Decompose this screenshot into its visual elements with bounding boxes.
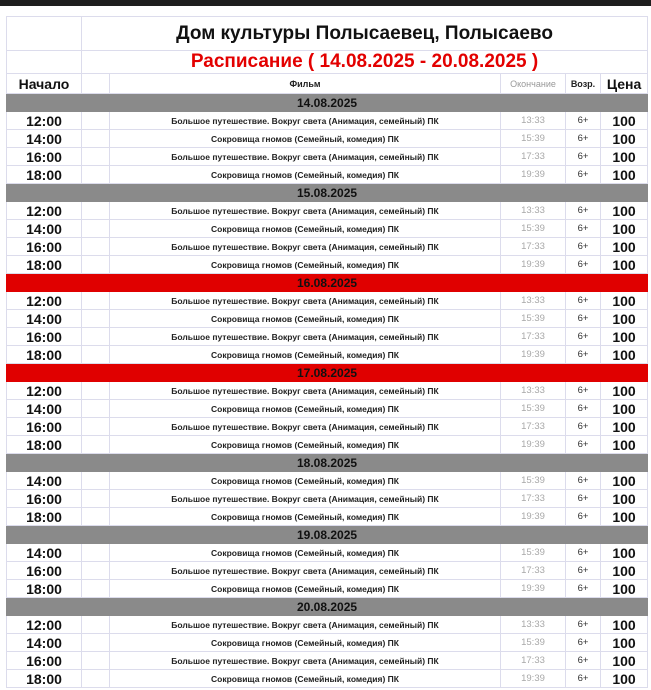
session-age: 6+	[566, 616, 601, 634]
session-start: 16:00	[7, 562, 82, 580]
session-start: 16:00	[7, 328, 82, 346]
session-price: 100	[601, 580, 648, 598]
session-age: 6+	[566, 544, 601, 562]
session-start: 14:00	[7, 220, 82, 238]
session-end: 17:33	[501, 652, 566, 670]
session-age: 6+	[566, 112, 601, 130]
session-row	[7, 418, 648, 436]
session-film: Сокровища гномов (Семейный, комедия) ПК	[110, 166, 501, 184]
title-left-cell	[7, 17, 82, 51]
session-end: 15:39	[501, 544, 566, 562]
schedule-table	[6, 16, 648, 688]
session-price: 100	[601, 112, 648, 130]
session-price: 100	[601, 220, 648, 238]
page-title: Дом культуры Полысаевец, Полысаево	[82, 17, 648, 51]
column-header-price: Цена	[601, 74, 648, 94]
session-age: 6+	[566, 670, 601, 688]
date-row	[7, 274, 648, 292]
session-start: 14:00	[7, 400, 82, 418]
session-row	[7, 580, 648, 598]
session-age: 6+	[566, 418, 601, 436]
session-end: 17:33	[501, 148, 566, 166]
session-end: 13:33	[501, 382, 566, 400]
session-row	[7, 652, 648, 670]
session-film: Большое путешествие. Вокруг света (Анимация, семейный) ПК	[110, 490, 501, 508]
session-price: 100	[601, 436, 648, 454]
session-row	[7, 220, 648, 238]
session-blank	[82, 652, 110, 670]
session-price: 100	[601, 544, 648, 562]
date-row	[7, 364, 648, 382]
session-blank	[82, 580, 110, 598]
session-blank	[82, 490, 110, 508]
session-age: 6+	[566, 400, 601, 418]
session-start: 18:00	[7, 436, 82, 454]
session-film: Большое путешествие. Вокруг света (Анимация, семейный) ПК	[110, 652, 501, 670]
session-start: 14:00	[7, 634, 82, 652]
date-header: 17.08.2025	[7, 364, 648, 382]
session-price: 100	[601, 562, 648, 580]
session-start: 14:00	[7, 130, 82, 148]
session-age: 6+	[566, 382, 601, 400]
session-price: 100	[601, 508, 648, 526]
date-row	[7, 598, 648, 616]
session-start: 16:00	[7, 418, 82, 436]
session-row	[7, 310, 648, 328]
session-end: 19:39	[501, 256, 566, 274]
session-age: 6+	[566, 328, 601, 346]
session-blank	[82, 616, 110, 634]
session-blank	[82, 130, 110, 148]
session-price: 100	[601, 346, 648, 364]
session-blank	[82, 508, 110, 526]
session-price: 100	[601, 238, 648, 256]
session-row	[7, 292, 648, 310]
schedule-period: Расписание ( 14.08.2025 - 20.08.2025 )	[82, 51, 648, 74]
session-film: Сокровища гномов (Семейный, комедия) ПК	[110, 256, 501, 274]
session-film: Большое путешествие. Вокруг света (Анимация, семейный) ПК	[110, 202, 501, 220]
session-row	[7, 472, 648, 490]
session-start: 14:00	[7, 472, 82, 490]
session-price: 100	[601, 202, 648, 220]
session-age: 6+	[566, 634, 601, 652]
session-end: 17:33	[501, 238, 566, 256]
session-age: 6+	[566, 310, 601, 328]
date-header: 16.08.2025	[7, 274, 648, 292]
session-end: 15:39	[501, 130, 566, 148]
session-start: 18:00	[7, 346, 82, 364]
session-start: 16:00	[7, 148, 82, 166]
session-price: 100	[601, 472, 648, 490]
column-header-blank	[82, 74, 110, 94]
session-end: 13:33	[501, 112, 566, 130]
session-price: 100	[601, 670, 648, 688]
session-end: 15:39	[501, 310, 566, 328]
session-film: Сокровища гномов (Семейный, комедия) ПК	[110, 472, 501, 490]
date-header: 15.08.2025	[7, 184, 648, 202]
session-end: 19:39	[501, 346, 566, 364]
session-row	[7, 670, 648, 688]
session-age: 6+	[566, 508, 601, 526]
session-row	[7, 400, 648, 418]
session-price: 100	[601, 634, 648, 652]
session-end: 19:39	[501, 670, 566, 688]
session-film: Сокровища гномов (Семейный, комедия) ПК	[110, 580, 501, 598]
session-age: 6+	[566, 436, 601, 454]
session-blank	[82, 544, 110, 562]
session-age: 6+	[566, 202, 601, 220]
session-film: Сокровища гномов (Семейный, комедия) ПК	[110, 220, 501, 238]
session-row	[7, 112, 648, 130]
session-blank	[82, 472, 110, 490]
session-age: 6+	[566, 166, 601, 184]
session-age: 6+	[566, 238, 601, 256]
session-end: 19:39	[501, 166, 566, 184]
session-age: 6+	[566, 256, 601, 274]
session-row	[7, 130, 648, 148]
session-row	[7, 328, 648, 346]
session-end: 17:33	[501, 328, 566, 346]
session-blank	[82, 238, 110, 256]
session-price: 100	[601, 148, 648, 166]
session-film: Сокровища гномов (Семейный, комедия) ПК	[110, 346, 501, 364]
session-age: 6+	[566, 652, 601, 670]
session-blank	[82, 202, 110, 220]
session-end: 13:33	[501, 616, 566, 634]
session-age: 6+	[566, 562, 601, 580]
session-film: Сокровища гномов (Семейный, комедия) ПК	[110, 508, 501, 526]
session-film: Большое путешествие. Вокруг света (Анимация, семейный) ПК	[110, 418, 501, 436]
session-age: 6+	[566, 580, 601, 598]
session-blank	[82, 220, 110, 238]
session-film: Большое путешествие. Вокруг света (Анимация, семейный) ПК	[110, 562, 501, 580]
session-film: Сокровища гномов (Семейный, комедия) ПК	[110, 400, 501, 418]
session-price: 100	[601, 256, 648, 274]
session-film: Сокровища гномов (Семейный, комедия) ПК	[110, 544, 501, 562]
session-age: 6+	[566, 346, 601, 364]
session-age: 6+	[566, 490, 601, 508]
subtitle-row	[7, 51, 648, 74]
session-end: 15:39	[501, 400, 566, 418]
session-start: 12:00	[7, 202, 82, 220]
session-start: 14:00	[7, 544, 82, 562]
session-start: 12:00	[7, 112, 82, 130]
session-row	[7, 634, 648, 652]
session-blank	[82, 562, 110, 580]
column-header-age: Возр.	[566, 74, 601, 94]
session-start: 18:00	[7, 508, 82, 526]
session-film: Сокровища гномов (Семейный, комедия) ПК	[110, 634, 501, 652]
session-age: 6+	[566, 148, 601, 166]
column-header-row	[7, 74, 648, 94]
date-row	[7, 454, 648, 472]
session-age: 6+	[566, 292, 601, 310]
session-blank	[82, 166, 110, 184]
session-row	[7, 256, 648, 274]
session-row	[7, 616, 648, 634]
session-row	[7, 346, 648, 364]
session-price: 100	[601, 328, 648, 346]
session-film: Большое путешествие. Вокруг света (Анимация, семейный) ПК	[110, 148, 501, 166]
session-price: 100	[601, 292, 648, 310]
session-price: 100	[601, 166, 648, 184]
session-start: 12:00	[7, 616, 82, 634]
session-end: 15:39	[501, 472, 566, 490]
session-film: Большое путешествие. Вокруг света (Анимация, семейный) ПК	[110, 292, 501, 310]
session-start: 18:00	[7, 580, 82, 598]
date-header: 18.08.2025	[7, 454, 648, 472]
session-blank	[82, 148, 110, 166]
session-film: Сокровища гномов (Семейный, комедия) ПК	[110, 670, 501, 688]
session-price: 100	[601, 490, 648, 508]
top-bar	[0, 0, 651, 6]
session-film: Большое путешествие. Вокруг света (Анимация, семейный) ПК	[110, 238, 501, 256]
session-end: 19:39	[501, 580, 566, 598]
session-start: 12:00	[7, 292, 82, 310]
session-age: 6+	[566, 220, 601, 238]
title-row	[7, 17, 648, 51]
session-row	[7, 148, 648, 166]
session-age: 6+	[566, 472, 601, 490]
session-blank	[82, 436, 110, 454]
date-header: 19.08.2025	[7, 526, 648, 544]
session-price: 100	[601, 130, 648, 148]
session-price: 100	[601, 382, 648, 400]
date-row	[7, 526, 648, 544]
session-end: 15:39	[501, 634, 566, 652]
date-header: 14.08.2025	[7, 94, 648, 112]
session-price: 100	[601, 310, 648, 328]
session-blank	[82, 256, 110, 274]
column-header-film: Фильм	[110, 74, 501, 94]
session-end: 13:33	[501, 202, 566, 220]
session-blank	[82, 310, 110, 328]
session-end: 17:33	[501, 490, 566, 508]
session-row	[7, 544, 648, 562]
column-header-start: Начало	[7, 74, 82, 94]
session-row	[7, 166, 648, 184]
session-film: Большое путешествие. Вокруг света (Анимация, семейный) ПК	[110, 328, 501, 346]
session-price: 100	[601, 616, 648, 634]
session-start: 16:00	[7, 238, 82, 256]
session-film: Большое путешествие. Вокруг света (Анимация, семейный) ПК	[110, 616, 501, 634]
column-header-end: Окончание	[501, 74, 566, 94]
session-film: Сокровища гномов (Семейный, комедия) ПК	[110, 436, 501, 454]
session-row	[7, 202, 648, 220]
date-header: 20.08.2025	[7, 598, 648, 616]
session-start: 16:00	[7, 652, 82, 670]
session-row	[7, 508, 648, 526]
session-end: 17:33	[501, 418, 566, 436]
date-row	[7, 184, 648, 202]
session-end: 17:33	[501, 562, 566, 580]
session-row	[7, 562, 648, 580]
session-blank	[82, 418, 110, 436]
session-row	[7, 436, 648, 454]
session-end: 13:33	[501, 292, 566, 310]
session-price: 100	[601, 418, 648, 436]
session-start: 18:00	[7, 256, 82, 274]
session-age: 6+	[566, 130, 601, 148]
session-end: 15:39	[501, 220, 566, 238]
session-price: 100	[601, 652, 648, 670]
subtitle-left-cell	[7, 51, 82, 74]
session-blank	[82, 328, 110, 346]
session-start: 12:00	[7, 382, 82, 400]
session-blank	[82, 670, 110, 688]
session-film: Большое путешествие. Вокруг света (Анимация, семейный) ПК	[110, 112, 501, 130]
session-film: Сокровища гномов (Семейный, комедия) ПК	[110, 130, 501, 148]
session-end: 19:39	[501, 436, 566, 454]
session-row	[7, 382, 648, 400]
session-blank	[82, 346, 110, 364]
date-row	[7, 94, 648, 112]
session-start: 18:00	[7, 166, 82, 184]
session-end: 19:39	[501, 508, 566, 526]
session-film: Большое путешествие. Вокруг света (Анимация, семейный) ПК	[110, 382, 501, 400]
session-blank	[82, 112, 110, 130]
session-blank	[82, 292, 110, 310]
session-start: 16:00	[7, 490, 82, 508]
session-row	[7, 238, 648, 256]
session-start: 14:00	[7, 310, 82, 328]
schedule-body	[7, 17, 648, 688]
session-blank	[82, 634, 110, 652]
session-blank	[82, 400, 110, 418]
session-start: 18:00	[7, 670, 82, 688]
session-row	[7, 490, 648, 508]
session-blank	[82, 382, 110, 400]
session-price: 100	[601, 400, 648, 418]
session-film: Сокровища гномов (Семейный, комедия) ПК	[110, 310, 501, 328]
